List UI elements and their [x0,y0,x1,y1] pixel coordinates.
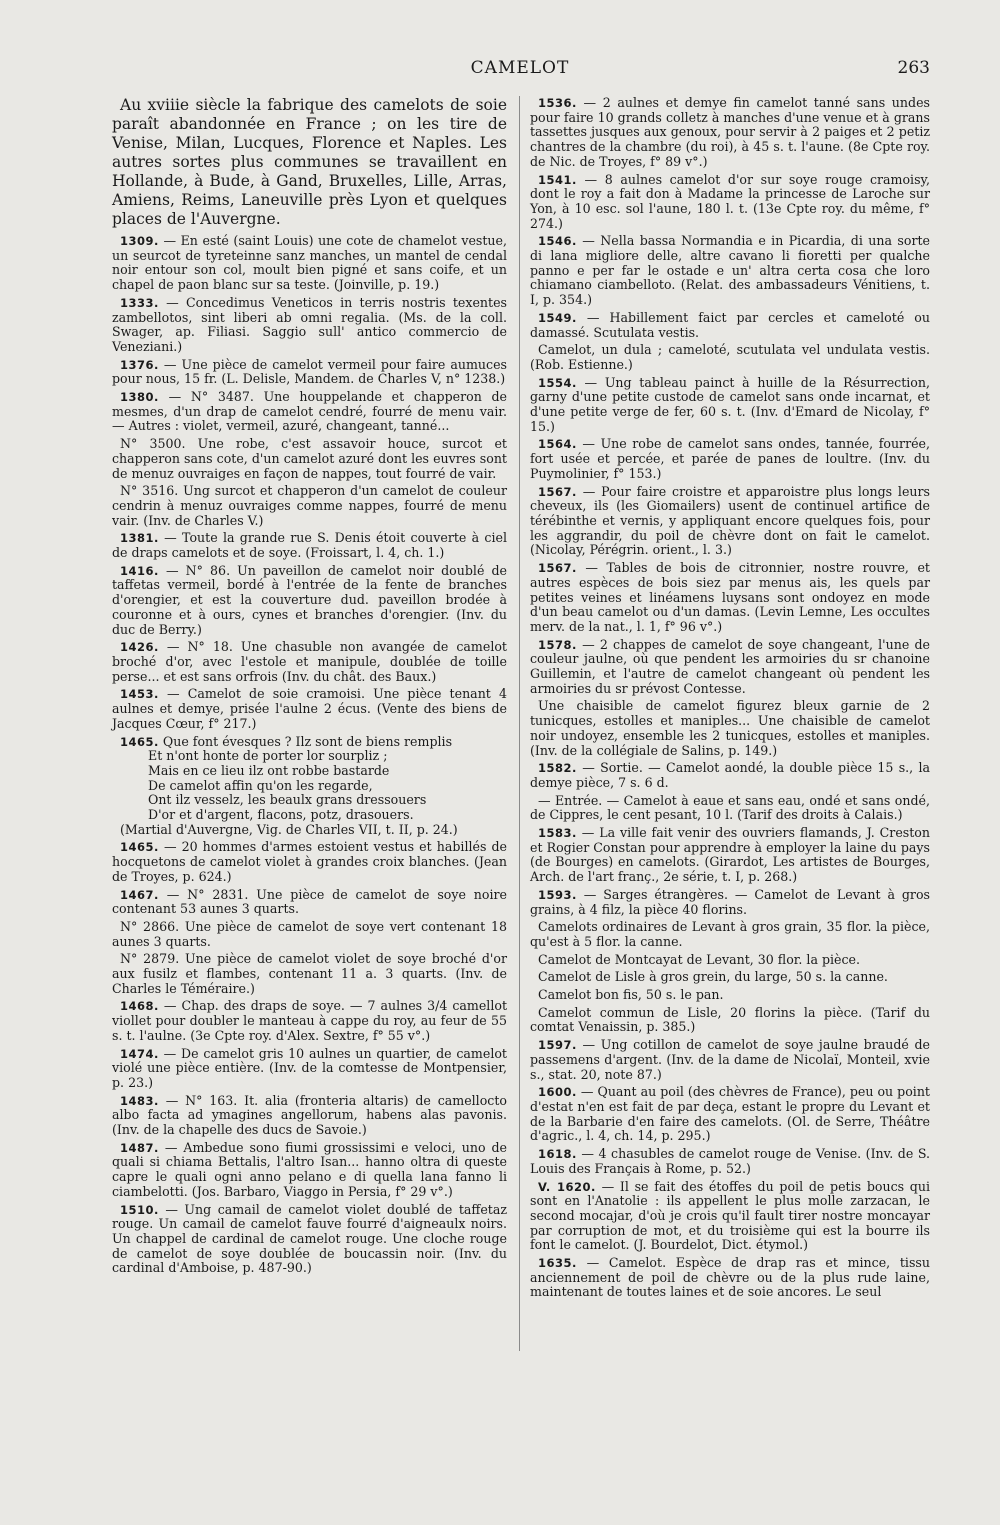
entry-paragraph [530,970,930,985]
entry-paragraph [530,96,930,170]
entry-text: — N° 2831. Une pièce de camelot de soye noire contenant 53 aunes 3 quarts. [112,886,507,917]
entry-year: 1549. [538,310,577,325]
entry-paragraph [530,761,930,790]
column-divider [519,96,520,1351]
entry-paragraph [530,1256,930,1300]
entry-text: — Habillement faict par cercles et cameloté ou damassé. Scutulata vestis. [530,309,930,340]
entry-paragraph [112,1094,507,1138]
entry-year: 1416. [120,563,159,578]
entry-year: 1600. [538,1085,577,1100]
entry-text: N° 2879. Une pièce de camelot violet de soye broché d'or aux fusilz et flambes, contenant 11 a. 3 quarts. (Inv. de Charles le Téméraire.) [112,951,507,996]
entry-text: Camelot, un dula ; cameloté, scutulata vel undulata vestis. (Rob. Estienne.) [530,342,930,372]
left-entries [112,234,507,732]
entry-paragraph [530,638,930,697]
entry-paragraph [112,531,507,560]
entry-year: 1465. [120,734,159,749]
entry-text: Une chaisible de camelot figurez bleux garnie de 2 tunicques, estolles et maniples... Une chaisible de camelot noir undoyez, ensemble les 2 tunicques, estolles et maniples. (Inv. de la collégiale de Salins, p. 149.) [530,698,930,758]
entry-paragraph [530,437,930,481]
entry-text: — N° 3487. Une houppelande et chapperon de mesmes, d'un drap de camelot cendré, fourré de menu vair. — Autres : violet, vermeil, azuré, changeant, tanné... [112,389,507,434]
entry-text: — Camelot. Espèce de drap ras et mince, tissu anciennement de poil de chèvre ou de la plus rude laine, maintenant de toutes laines et de soie ancores. Le seul [530,1255,930,1300]
entry-paragraph [530,794,930,823]
verse-line: Et n'ont honte de porter lor sourpliz ; [148,748,388,764]
entry-text: — 2 aulnes et demye fin camelot tanné sans undes pour faire 10 grands colletz à manches d'une venue et à grans tassettes jusques aux genoux, pour servir à 2 paiges et 2 petiz chantres de la chambre (du roi), à 45 s. t. l'aune. (8e Cpte roy. de Nic. de Troyes, f° 89 v°.) [530,95,930,169]
entry-year: 1618. [538,1147,577,1162]
entry-paragraph [112,1141,507,1200]
entry-text: — Concedimus Veneticos in terris nostris texentes zambellotos, sint liberi ab omni regalia. (Ms. de la coll. Swager, ap. Filiasi. Saggio sull' antico commercio de Veneziani.) [112,294,507,354]
entry-paragraph [112,687,507,731]
entry-year: 1487. [120,1140,159,1155]
entry-text: — Chap. des draps de soye. — 7 aulnes 3/4 camellot viollet pour doubler le manteau à cappe du roy, au feur de 55 s. t. l'aulne. (3e Cpte roy. d'Alex. Sextre, f° 55 v°.) [112,998,507,1043]
verse-line: De camelot affin qu'on les regarde, [148,777,373,793]
entry-text: — Il se fait des étoffes du poil de petis boucs qui sont en l'Anatolie : ils appellent le plus molle zarzacan, le second mocajar, d'où je crois qu'il fault tirer nostre moncayar par corruption de mot, et du troisième qui est la bourre ils font le camelot. (J. Bourdelot, Dict. étymol.) [530,1178,930,1253]
left-column [112,96,507,1279]
entry-paragraph [530,699,930,758]
entry-paragraph [112,234,507,293]
entry-year: 1465. [120,840,159,855]
entry-text: — Sortie. — Camelot aondé, la double pièce 15 s., la demye pièce, 7 s. 6 d. [530,760,930,790]
left-entries-continued [112,840,507,1276]
entry-year: V. 1620. [538,1179,596,1194]
page-number: 263 [897,58,930,78]
entry-text: — 8 aulnes camelot d'or sur soye rouge cramoisy, dont le roy a fait don à Madame la princesse de Laroche sur Yon, à 10 esc. sol l'aune, 180 l. t. (13e Cpte roy. du même, f° 274.) [530,171,930,231]
entry-paragraph [530,1147,930,1176]
entry-year: 1309. [120,234,159,248]
entry-text: Camelot commun de Lisle, 20 florins la pièce. (Tarif du comtat Venaissin, p. 385.) [530,1004,930,1035]
entry-paragraph [112,564,507,638]
entry-text: N° 2866. Une pièce de camelot de soye vert contenant 18 aunes 3 quarts. [112,918,507,949]
entry-paragraph [530,888,930,917]
entry-year: 1567. [538,561,577,576]
verse-quote [112,735,507,838]
entry-year: 1381. [120,531,159,546]
entry-text: — De camelot gris 10 aulnes un quartier, de camelot violé une pièce entière. (Inv. de la comtesse de Montpensier, p. 23.) [112,1045,507,1090]
entry-text: — Ung tableau painct à huille de la Résurrection, garny d'une petite custode de camelot sans onde incarnat, et d'une petite verge de fer, 60 s. t. (Inv. d'Emard de Nicolay, f° 15.) [530,374,930,434]
entry-paragraph [530,953,930,968]
entry-year: 1380. [120,390,159,405]
entry-text: Camelot de Lisle à gros grein, du large, 50 s. la canne. [538,969,888,985]
entry-paragraph [112,358,507,387]
entry-paragraph [530,1006,930,1035]
entry-text: — N° 163. It. alia (fronteria altaris) de camellocto albo facta ad ymagines angellorum, habens alas pavonis. (Inv. de la chapelle des ducs de Savoie.) [112,1092,507,1138]
verse-line: Ont ilz vesselz, les beaulx grans dressouers [148,792,427,808]
entry-paragraph [530,234,930,308]
intro-paragraph: Au xviiie siècle la fabrique des camelots de soie paraît abandonnée en France ; on les tire de Venise, Milan, Lucques, Florence et Naples. Les autres sortes plus communes se travaillent en Hollande, à Bude, à Gand, Bruxelles, Lille, Arras, Amiens, Reims, Laneuville près Lyon et quelques places de l'Auvergne. [112,96,507,228]
right-column [530,96,930,1303]
entry-paragraph [112,437,507,481]
entry-year: 1635. [538,1256,577,1271]
entry-year: 1426. [120,640,159,655]
entry-year: 1583. [538,826,577,841]
entry-text: — N° 18. Une chasuble non avangée de camelot broché d'or, avec l'estole et manipule, doublée de toille perse... et est sans orfrois (Inv. du chât. des Baux.) [112,639,507,684]
entry-paragraph [530,1085,930,1144]
entry-year: 1554. [538,375,577,390]
entry-text: — Entrée. — Camelot à eaue et sans eau, ondé et sans ondé, de Cippres, le cent pesant, 10 l. (Tarif des droits à Calais.) [530,792,930,823]
entry-text: — Une robe de camelot sans ondes, tannée, fourrée, fort usée et percée, et parée de panes de loultre. (Inv. du Puymolinier, f° 153.) [530,436,930,481]
entry-year: 1593. [538,887,577,902]
entry-text: — Ung camail de camelot violet doublé de taffetaz rouge. Un camail de camelot fauve fourré d'aigneaulx noirs. Un chappel de cardinal de camelot rouge. Une cloche rouge de camelot de soye doublée de boucassin noir. (Inv. du cardinal d'Amboise, p. 487-90.) [112,1201,507,1276]
entry-paragraph [530,343,930,372]
entry-year: 1597. [538,1038,577,1053]
entry-year: 1541. [538,172,577,187]
entry-text: — Tables de bois de citronnier, nostre rouvre, et autres espèces de bois siez par menus ais, les quels par petites veines et linéamens luysans sont ondoyez en mode d'un beau camelot ou d'un damas. (Levin Lemne, Les occultes merv. de la nat., l. 1, f° 96 v°.) [530,560,930,634]
verse-line: D'or et d'argent, flacons, potz, drasouers. [148,807,414,823]
entry-text: Camelot de Montcayat de Levant, 30 flor. la pièce. [538,951,861,967]
entry-paragraph [112,1047,507,1091]
entry-paragraph [530,485,930,559]
entry-paragraph [112,296,507,355]
entry-paragraph [112,390,507,434]
entry-year: 1453. [120,687,159,702]
entry-paragraph [112,999,507,1043]
entry-year: 1582. [538,761,577,776]
entry-paragraph [112,1203,507,1277]
entry-text: — En esté (saint Louis) une cote de chamelot vestue, un seurcot de tyreteinne sanz manches, un mantel de cendal noir entour son col, moult bien pigné et sans coife, et un chapel de paon blanc sur sa teste. (Joinville, p. 19.) [112,233,507,293]
entry-paragraph [112,484,507,528]
entry-paragraph [112,920,507,949]
entry-year: 1483. [120,1093,159,1108]
entry-paragraph [530,376,930,435]
entry-paragraph [112,952,507,996]
entry-year: 1546. [538,234,577,249]
entry-text: N° 3500. Une robe, c'est assavoir houce, surcot et chapperon sans cote, d'un camelot azuré dont les euvres sont de menuz ouvraiges en façon de nappes, tout fourré de vair. [112,436,507,481]
entry-year: 1467. [120,887,159,902]
entry-text: — Pour faire croistre et apparoistre plus longs leurs cheveux, ils (les Giomailers) usent de continuel artifice de térébinthe et vernis, y appliquant encore quelques fois, pour les aggrandir, du poil de chèvre dont on fait le camelot. (Nicolay, Pérégrin. orient., l. 3.) [530,483,930,558]
entry-text: — Nella bassa Normandia e in Picardia, di una sorte di lana migliore delle, altre cavano li fioretti per qualche panno e per far le ostade e un' altra certa cosa che loro chiamano ciambelloto. (Relat. des ambassadeurs Vénitiens, t. I, p. 354.) [530,233,930,308]
entry-year: 1468. [120,999,159,1014]
entry-text: — 20 hommes d'armes estoient vestus et habillés de hocquetons de camelot violet à grandes croix blanches. (Jean de Troyes, p. 624.) [112,839,507,884]
entry-text: — Ambedue sono fiumi grossissimi e veloci, uno de quali si chiama Bettalis, l'altro Isan... hanno oltra di queste capre le quali ogni anno pelano e di quella lana fanno li ciambelotti. (Jos. Barbaro, Viaggo in Persia, f° 29 v°.) [112,1139,507,1199]
verse-line [112,735,507,750]
entry-year: 1474. [120,1046,159,1061]
entry-text: — N° 86. Un paveillon de camelot noir doublé de taffetas vermeil, bordé à l'entrée de la fente de branches d'orengier, et est la couverture dud. paveillon brodée à couronne et à ours, cynes et branches d'orengier. (Inv. du duc de Berry.) [112,562,507,637]
entry-text: — Sarges étrangères. — Camelot de Levant à gros grains, à 4 filz, la pièce 40 florins. [530,886,930,917]
entry-year: 1536. [538,96,577,110]
entry-paragraph [530,988,930,1003]
entry-paragraph [530,561,930,635]
entry-text: — 4 chasubles de camelot rouge de Venise. (Inv. de S. Louis des Français à Rome, p. 52.) [530,1146,930,1176]
entry-paragraph [530,311,930,340]
entry-paragraph [112,888,507,917]
entry-text: — Camelot de soie cramoisi. Une pièce tenant 4 aulnes et demye, prisée l'aulne 2 écus. (Vente des biens de Jacques Cœur, f° 217.) [112,686,507,731]
entry-paragraph [530,920,930,949]
entry-text: — Quant au poil (des chèvres de France), peu ou point d'estat n'en est fait de par deça, estant le propre du Levant et de la Barbarie d'en faire des camelots. (Ol. de Serre, Théâtre d'agric., l. 4, ch. 14, p. 295.) [530,1084,930,1144]
entry-text: — Toute la grande rue S. Denis étoit couverte à ciel de draps camelots et de soye. (Froissart, l. 4, ch. 1.) [112,530,507,561]
entry-text: — 2 chappes de camelot de soye changeant, l'une de couleur jaulne, où que pendent les armoiries du sr chanoine Guillemin, et l'autre de camelot changeant où pendent les armoiries du sr prévost Contesse. [530,636,930,696]
entry-text: — La ville fait venir des ouvriers flamands, J. Creston et Rogier Constan pour apprendre à employer la laine du pays (de Bourges) en camelots. (Girardot, Les artistes de Bourges, Arch. de l'art franç., 2e série, t. I, p. 268.) [530,825,930,885]
entry-year: 1567. [538,484,577,499]
entry-paragraph [530,826,930,885]
entry-text: — Une pièce de camelot vermeil pour faire aumuces pour nous, 15 fr. (L. Delisle, Mandem. de Charles V, n° 1238.) [112,356,507,387]
entry-paragraph [112,840,507,884]
header-title: CAMELOT [470,58,570,78]
entry-text: Camelot bon fis, 50 s. le pan. [538,987,724,1003]
verse-attribution: (Martial d'Auvergne, Vig. de Charles VII, t. II, p. 24.) [120,821,458,837]
entry-text: N° 3516. Ung surcot et chapperon d'un camelot de couleur cendrin à menuz ouvraiges comme nappes, fourré de menu vair. (Inv. de Charles V.) [112,483,507,528]
entry-year: 1578. [538,637,577,652]
right-entries [530,96,930,1300]
entry-year: 1510. [120,1202,159,1217]
entry-paragraph [530,1038,930,1082]
entry-paragraph [530,1180,930,1254]
entry-year: 1564. [538,437,577,452]
verse-line: Mais en ce lieu ilz ont robbe bastarde [148,762,390,778]
entry-year: 1376. [120,357,159,372]
entry-paragraph [530,173,930,232]
running-header [110,58,930,84]
verse-text: Que font évesques ? Ilz sont de biens remplis [158,733,453,749]
entry-text: — Ung cotillon de camelot de soye jaulne braudé de passemens d'argent. (Inv. de la dame de Nicolaï, Monteil, xvie s., stat. 20, note 87.) [530,1037,930,1082]
entry-paragraph [112,640,507,684]
entry-year: 1333. [120,295,159,310]
entry-text: Camelots ordinaires de Levant à gros grain, 35 flor. la pièce, qu'est à 5 flor. la canne. [530,919,930,949]
